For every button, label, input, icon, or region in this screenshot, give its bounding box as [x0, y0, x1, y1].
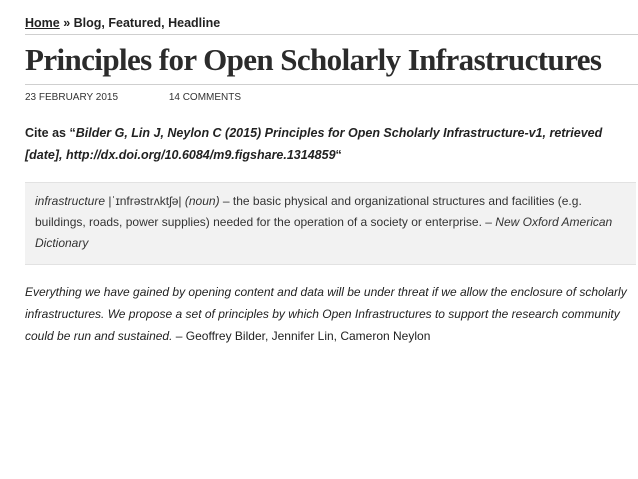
- page-title: Principles for Open Scholarly Infrastructures: [25, 42, 602, 77]
- definition-quote: [25, 182, 636, 265]
- abstract-text: Everything we have gained by opening content and data will be under threat if we allow the enclosure of scholarly infrastructures. We propose a set of principles by which Open Infrastructures to support the research community could be run and sustained.: [25, 285, 627, 343]
- post-date: 23 FEBRUARY 2015: [25, 92, 119, 103]
- breadcrumb-home-link[interactable]: Home: [25, 16, 60, 30]
- cite-suffix: “: [335, 148, 342, 162]
- title-divider: [25, 84, 638, 85]
- abstract-paragraph: [25, 281, 633, 347]
- definition-pronunciation: |ˈɪnfrəstrʌktʃə|: [105, 194, 185, 208]
- post-meta: [25, 91, 638, 105]
- cite-reference: Bilder G, Lin J, Neylon C (2015) Principles for Open Scholarly Infrastructure-v1, retrieved [date], http://dx.doi.org/10.6084/m9.figshare.1314859: [25, 126, 603, 162]
- definition-text: – the basic physical and organizational structures and facilities (e.g. buildings, roads, power supplies) needed for the operation of a society or enterprise. –: [35, 194, 582, 229]
- definition-term: infrastructure: [35, 194, 106, 208]
- definition-pos: (noun): [184, 194, 220, 208]
- post-container: [25, 0, 638, 347]
- abstract-attribution: – Geoffrey Bilder, Jennifer Lin, Cameron Neylon: [172, 329, 431, 343]
- cite-prefix: Cite as “: [25, 126, 76, 140]
- comments-link[interactable]: 14 COMMENTS: [168, 92, 242, 103]
- breadcrumb-separator: »: [63, 16, 71, 30]
- breadcrumb-categories[interactable]: Blog, Featured, Headline: [73, 16, 221, 30]
- definition-source: New Oxford American Dictionary: [35, 215, 613, 250]
- breadcrumb: [25, 14, 638, 32]
- citation: [25, 122, 615, 166]
- header-divider: [25, 34, 638, 35]
